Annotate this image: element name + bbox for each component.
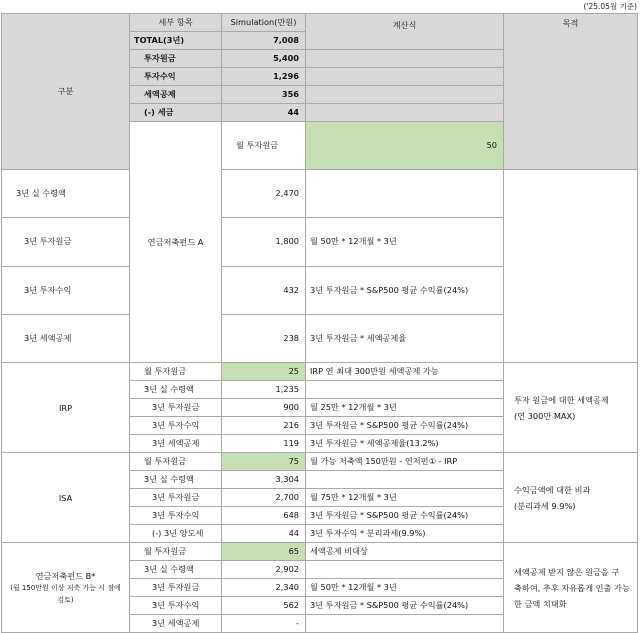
summary-label: TOTAL(3년)	[130, 32, 222, 50]
detail-calc: 3년 투자원금 * 세액공제율(13.2%)	[306, 435, 504, 453]
detail-calc: 3년 투자수익 * 분리과세(9.9%)	[306, 525, 504, 543]
detail-label: 3년 투자원금	[130, 399, 222, 417]
section-row	[2, 314, 638, 362]
detail-label: 3년 세액공제	[130, 615, 222, 633]
summary-calc	[306, 50, 504, 68]
detail-value: 648	[222, 507, 306, 525]
detail-calc: 월 75만 * 12개월 * 3년	[306, 489, 504, 507]
detail-calc: 3년 투자원금 * S&P500 평균 수익률(24%)	[306, 266, 504, 314]
summary-calc	[306, 104, 504, 122]
detail-calc: 3년 투자원금 * S&P500 평균 수익률(24%)	[306, 597, 504, 615]
section-category-cell	[130, 122, 222, 363]
monthly-label: 월 투자원금	[130, 543, 222, 561]
summary-label: 세액공제	[130, 86, 222, 104]
section-name: ISA	[58, 492, 73, 503]
detail-label: 3년 투자수익	[2, 266, 130, 314]
calc-header: 계산식	[306, 14, 504, 50]
actual-label: 3년 실 수령액	[2, 170, 130, 218]
purpose-line: (연 300만 MAX)	[514, 410, 576, 421]
purpose-line: 수익금액에 대한 비과	[514, 484, 591, 495]
monthly-label: 월 투자원금	[130, 453, 222, 471]
detail-calc: 월 25만 * 12개월 * 3년	[306, 399, 504, 417]
detail-calc: 월 50만 * 12개월 * 3년	[306, 579, 504, 597]
actual-calc	[306, 561, 504, 579]
section-row	[2, 543, 638, 561]
actual-calc	[306, 381, 504, 399]
purpose-line: 한 금액 치대화	[514, 598, 567, 609]
purpose-line: 축하여, 추후 자유롭게 인출 가능	[514, 582, 630, 593]
category-header-cell	[2, 14, 130, 170]
monthly-calc: IRP 연 최대 300만원 세액공제 가능	[306, 363, 504, 381]
actual-calc	[306, 471, 504, 489]
simulation-table	[1, 13, 638, 633]
section-category-cell	[2, 543, 130, 633]
category-label: 구분	[57, 86, 74, 97]
detail-value: -	[222, 615, 306, 633]
summary-calc	[306, 68, 504, 86]
detail-value: 119	[222, 435, 306, 453]
sim-header: Simulation(만원)	[222, 14, 306, 32]
detail-value: 2,340	[222, 579, 306, 597]
section-row	[2, 363, 638, 381]
header-row	[2, 14, 638, 32]
actual-calc	[306, 170, 504, 218]
detail-value: 2,700	[222, 489, 306, 507]
actual-value: 2,902	[222, 561, 306, 579]
summary-value: 356	[222, 86, 306, 104]
detail-label: 3년 투자수익	[130, 597, 222, 615]
detail-value: 216	[222, 417, 306, 435]
section-name: 연금저축펀드 B*	[35, 570, 96, 581]
summary-label: 투자수익	[130, 68, 222, 86]
actual-label: 3년 실 수령액	[130, 381, 222, 399]
detail-calc: 3년 투자원금 * S&P500 평균 수익률(24%)	[306, 417, 504, 435]
summary-value: 1,296	[222, 68, 306, 86]
reference-date-note: ('25.05월 기준)	[583, 2, 637, 11]
summary-value: 5,400	[222, 50, 306, 68]
purpose-line: 세액공제 받지 않은 원금을 구	[514, 566, 620, 577]
summary-label: 투자원금	[130, 50, 222, 68]
detail-value: 432	[222, 266, 306, 314]
detail-label: 3년 세액공제	[130, 435, 222, 453]
detail-label: 3년 투자원금	[130, 579, 222, 597]
detail-calc: 3년 투자원금 * 세액공제율	[306, 314, 504, 362]
detail-label: 3년 투자원금	[130, 489, 222, 507]
summary-value: 7,008	[222, 32, 306, 50]
detail-label: 3년 투자수익	[130, 417, 222, 435]
monthly-value: 25	[222, 363, 306, 381]
detail-value: 900	[222, 399, 306, 417]
detail-value: 1,800	[222, 218, 306, 266]
section-row	[2, 453, 638, 471]
purpose-line: (분리과세 9.9%)	[514, 500, 576, 511]
item-header: 세부 항목	[130, 14, 222, 32]
actual-value: 1,235	[222, 381, 306, 399]
actual-value: 2,470	[222, 170, 306, 218]
section-category-cell	[2, 363, 130, 453]
section-name-note: (월 150만원 이상 저축 가능 시 점에 검토)	[10, 583, 121, 604]
monthly-calc: 세액공제 비대상	[306, 543, 504, 561]
section-row	[2, 266, 638, 314]
monthly-value: 65	[222, 543, 306, 561]
section-row	[2, 170, 638, 218]
section-name: IRP	[58, 402, 73, 413]
section-purpose	[504, 543, 638, 633]
purpose-header: 목적	[504, 14, 638, 170]
summary-calc	[306, 86, 504, 104]
section-row	[2, 218, 638, 266]
detail-value: 238	[222, 314, 306, 362]
monthly-value: 50	[306, 122, 504, 170]
detail-value: 44	[222, 525, 306, 543]
actual-label: 3년 실 수령액	[130, 471, 222, 489]
monthly-value: 75	[222, 453, 306, 471]
section-name: 연금저축펀드 A	[147, 237, 204, 247]
monthly-label: 월 투자원금	[222, 122, 306, 170]
summary-value: 44	[222, 104, 306, 122]
section-category-cell	[2, 453, 130, 543]
detail-label: 3년 투자수익	[130, 507, 222, 525]
monthly-calc: 월 가능 저축액 150만원 - 연저펀① - IRP	[306, 453, 504, 471]
monthly-label: 월 투자원금	[130, 363, 222, 381]
summary-label: (-) 세금	[130, 104, 222, 122]
detail-calc: 3년 투자원금 * S&P500 평균 수익률(24%)	[306, 507, 504, 525]
purpose-line: 투자 원금에 대한 세액공제	[514, 394, 609, 405]
detail-label: (-) 3년 양도세	[130, 525, 222, 543]
detail-calc	[306, 615, 504, 633]
detail-value: 562	[222, 597, 306, 615]
actual-value: 3,304	[222, 471, 306, 489]
section-purpose	[504, 363, 638, 453]
detail-label: 3년 투자원금	[2, 218, 130, 266]
detail-label: 3년 세액공제	[2, 314, 130, 362]
detail-calc: 월 50만 * 12개월 * 3년	[306, 218, 504, 266]
section-purpose	[504, 453, 638, 543]
actual-label: 3년 실 수령액	[130, 561, 222, 579]
